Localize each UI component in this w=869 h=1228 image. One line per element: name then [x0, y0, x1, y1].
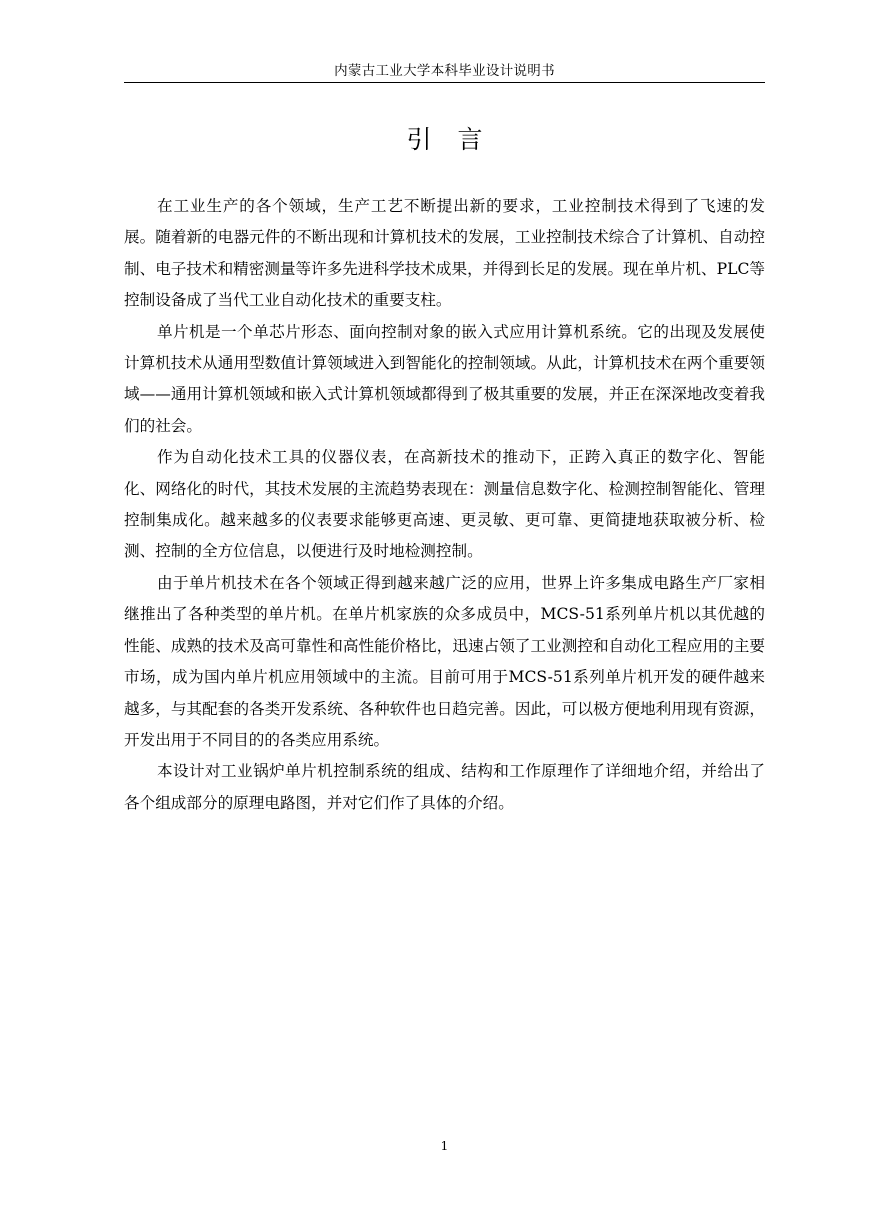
section-title: 引言 — [406, 125, 509, 154]
running-header: 内蒙古工业大学本科毕业设计说明书 — [334, 63, 555, 79]
header-rule — [124, 82, 765, 83]
paragraph: 作为自动化技术工具的仪器仪表，在高新技术的推动下，正跨入真正的数字化、智能化、网络化的时代，其技术发展的主流趋势表现在：测量信息数字化、检测控制智能化、管理控制集成化。越来越多的仪表要求能够更高速、更灵敏、更可靠、更简捷地获取被分析、检测、控制的全方位信息，以便进行及时地检测控制。 — [124, 448, 765, 561]
paragraph: 本设计对工业锅炉单片机控制系统的组成、结构和工作原理作了详细地介绍，并给出了各个组成部分的原理电路图，并对它们作了具体的介绍。 — [124, 762, 765, 812]
paragraph: 在工业生产的各个领域，生产工艺不断提出新的要求，工业控制技术得到了飞速的发展。随着新的电器元件的不断出现和计算机技术的发展，工业控制技术综合了计算机、自动控制、电子技术和精密测量等许多先进科学技术成果，并得到长足的发展。现在单片机、PLC等控制设备成了当代工业自动化技术的重要支柱。 — [124, 197, 765, 310]
paragraph: 单片机是一个单芯片形态、面向控制对象的嵌入式应用计算机系统。它的出现及发展使计算机技术从通用型数值计算领域进入到智能化的控制领域。从此，计算机技术在两个重要领域——通用计算机领域和嵌入式计算机领域都得到了极其重要的发展，并正在深深地改变着我们的社会。 — [124, 322, 765, 435]
body-text — [124, 191, 765, 819]
page-number: 1 — [440, 1139, 449, 1153]
paragraph: 由于单片机技术在各个领域正得到越来越广泛的应用，世界上许多集成电路生产厂家相继推出了各种类型的单片机。在单片机家族的众多成员中，MCS-51系列单片机以其优越的性能、成熟的技术及高可靠性和高性能价格比，迅速占领了工业测控和自动化工程应用的主要市场，成为国内单片机应用领域中的主流。目前可用于MCS-51系列单片机开发的硬件越来越多，与其配套的各类开发系统、各种软件也日趋完善。因此，可以极方便地利用现有资源，开发出用于不同目的的各类应用系统。 — [124, 573, 765, 749]
